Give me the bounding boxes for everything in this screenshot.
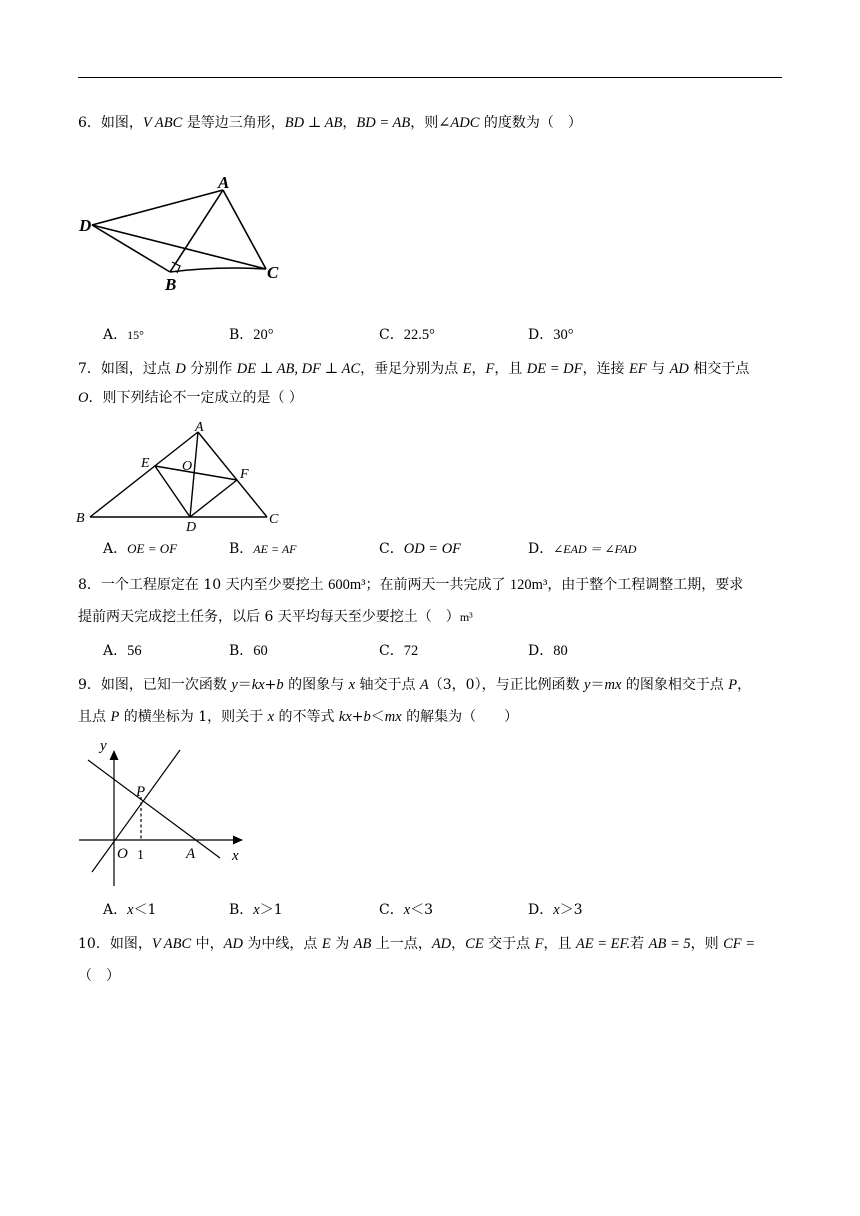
option-d: D．30° bbox=[528, 327, 574, 343]
option-a: A．15° bbox=[103, 327, 144, 343]
question-7-stem-line-1: 7．如图，过点 D 分别作 DE ⊥ AB, DF ⊥ AC，垂足分别为点 E，F，且 DE = DF，连接 EF 与 AD 相交于点 bbox=[78, 361, 750, 377]
option-d: D．∠EAD ＝ ∠FAD bbox=[528, 541, 637, 557]
option-b: B．AE = AF bbox=[229, 541, 297, 557]
text: 是等边三角形， bbox=[182, 115, 285, 131]
option-d: D．x＞3 bbox=[528, 902, 583, 918]
option-b: B．x＞1 bbox=[229, 902, 283, 918]
label-x: x bbox=[232, 848, 239, 864]
y-axis-arrow bbox=[110, 750, 119, 760]
option-a: A．56 bbox=[103, 643, 142, 659]
option-c: C．22.5° bbox=[379, 327, 435, 343]
text: 的度数为（ ） bbox=[479, 115, 582, 131]
option-c: C．72 bbox=[379, 643, 419, 659]
label-e: E bbox=[141, 456, 150, 471]
option-c: C．x＜3 bbox=[379, 902, 434, 918]
question-9-options bbox=[103, 897, 783, 923]
math: BD = AB bbox=[356, 115, 411, 131]
label-p: P bbox=[136, 784, 146, 800]
question-10-stem-line-1: 10．如图，V ABC 中，AD 为中线，点 E 为 AB 上一点，AD，CE 交于点 F，且 AE = EF.若 AB = 5，则 CF = bbox=[78, 936, 756, 952]
question-9-stem-line-2: 且点 P 的横坐标为 1，则关于 x 的不等式 kx+b＜mx 的解集为（ ） bbox=[78, 709, 519, 725]
text: 6．如图， bbox=[78, 115, 143, 131]
label-d: D bbox=[186, 520, 197, 535]
label-b: B bbox=[76, 511, 85, 526]
label-b: B bbox=[165, 275, 177, 294]
option-a: A．OE = OF bbox=[103, 541, 178, 557]
line-kx-plus-b bbox=[88, 760, 220, 858]
x-axis-arrow bbox=[233, 836, 243, 845]
label-y: y bbox=[100, 738, 107, 754]
label-o: O bbox=[117, 846, 128, 862]
line-mx bbox=[92, 750, 180, 872]
label-a: A bbox=[195, 420, 204, 435]
question-10-stem-line-2: （ ） bbox=[78, 968, 120, 984]
option-a: A．x＜1 bbox=[103, 902, 157, 918]
math: V ABC bbox=[142, 115, 183, 131]
label-f: F bbox=[240, 467, 249, 482]
question-7-stem-line-2: O．则下列结论不一定成立的是（ ） bbox=[78, 390, 303, 406]
label-c: C bbox=[269, 512, 279, 527]
option-d: D．80 bbox=[528, 643, 568, 659]
math: BD ⊥ AB bbox=[284, 115, 343, 131]
label-a: A bbox=[186, 846, 196, 862]
question-9-stem-line-1: 9．如图，已知一次函数 y＝kx+b 的图象与 x 轴交于点 A（3，0），与正比例函数 y＝mx 的图象相交于点 P， bbox=[78, 677, 752, 693]
label-o: O bbox=[182, 459, 193, 474]
option-b: B．60 bbox=[229, 643, 268, 659]
text: ， bbox=[342, 115, 357, 131]
question-8-stem-line-2: 提前两天完成挖土任务，以后 6 天平均每天至少要挖土（ ）m³ bbox=[78, 609, 473, 625]
label-a: A bbox=[218, 173, 230, 192]
label-one: 1 bbox=[137, 848, 144, 863]
option-b: B．20° bbox=[229, 327, 274, 343]
text: ，则 bbox=[410, 115, 439, 131]
option-c: C．OD = OF bbox=[379, 541, 462, 557]
question-8-stem-line-1: 8．一个工程原定在 10 天内至少要挖土 600m³；在前两天一共完成了 120m³，由于整个工程调整工期，要求 bbox=[78, 577, 744, 593]
math: ∠ADC bbox=[438, 115, 480, 131]
label-d: D bbox=[79, 216, 92, 235]
label-c: C bbox=[267, 263, 279, 282]
